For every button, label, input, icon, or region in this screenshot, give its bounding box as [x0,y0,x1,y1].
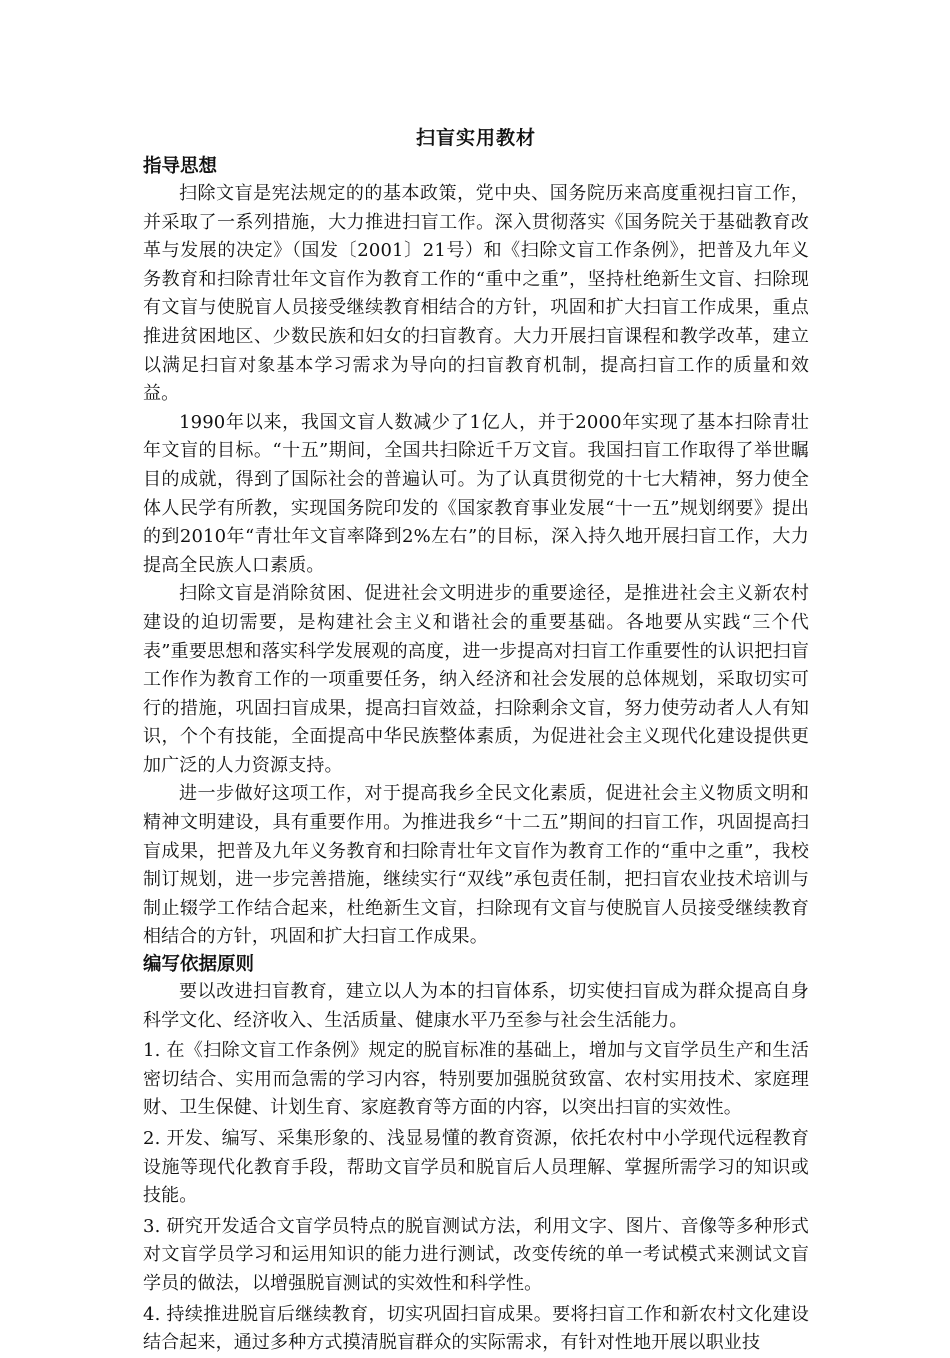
document-page [143,122,809,1358]
document-title: 扫盲实用教材 [415,127,536,149]
paragraph: 扫除文盲是消除贫困、促进社会文明进步的重要途径，是推进社会主义新农村建设的迫切需要，是构建社会主义和谐社会的重要基础。各地要从实践“三个代表”重要思想和落实科学发展观的高度，进一步提高对扫盲工作重要性的认识把扫盲工作作为教育工作的一项重要任务，纳入经济和社会发展的总体规划，采取切实可行的措施，巩固扫盲成果，提高扫盲效益，扫除剩余文盲，努力使劳动者人人有知识，个个有技能，全面提高中华民族整体素质，为促进社会主义现代化建设提供更加广泛的人力资源支持。 [143,583,809,776]
section-compilation-principles [143,952,809,1358]
paragraph: 进一步做好这项工作，对于提高我乡全民文化素质，促进社会主义物质文明和精神文明建设，具有重要作用。为推进我乡“十二五”期间的扫盲工作，巩固提高扫盲成果，把普及九年义务教育和扫除青壮年文盲作为教育工作的“重中之重”，我校制订规划，进一步完善措施，继续实行“双线”承包责任制，把扫盲农业技术培训与制止辍学工作结合起来，杜绝新生文盲，扫除现有文盲与使脱盲人员接受继续教育相结合的方针，巩固和扩大扫盲工作成果。 [143,783,809,948]
section-heading: 编写依据原则 [143,954,255,976]
paragraph: 要以改进扫盲教育，建立以人为本的扫盲体系，切实使扫盲成为群众提高自身科学文化、经济收入、生活质量、健康水平乃至参与社会生活能力。 [143,981,809,1031]
paragraph: 1990年以来，我国文盲人数减少了1亿人，并于2000年实现了基本扫除青壮年文盲的目标。“十五”期间，全国共扫除近千万文盲。我国扫盲工作取得了举世瞩目的成就，得到了国际社会的普遍认可。为了认真贯彻党的十七大精神，努力使全体人民学有所教，实现国务院印发的《国家教育事业发展“十一五”规划纲要》提出的到2010年“青壮年文盲率降到2%左右”的目标，深入持久地开展扫盲工作，大力提高全民族人口素质。 [143,411,809,576]
paragraph: 扫除文盲是宪法规定的的基本政策，党中央、国务院历来高度重视扫盲工作，并采取了一系列措施，大力推进扫盲工作。深入贯彻落实《国务院关于基础教育改革与发展的决定》（国发〔2001〕21号）和《扫除文盲工作条例》，把普及九年义务教育和扫除青壮年文盲作为教育工作的“重中之重”，坚持杜绝新生文盲、扫除现有文盲与使脱盲人员接受继续教育相结合的方针，巩固和扩大扫盲工作成果，重点推进贫困地区、少数民族和妇女的扫盲教育。大力开展扫盲课程和教学改革，建立以满足扫盲对象基本学习需求为导向的扫盲教育机制，提高扫盲工作的质量和效益。 [143,183,809,405]
section-heading: 指导思想 [143,156,218,177]
section-guiding-ideology [143,154,809,952]
numbered-item: 4. 持续推进脱盲后继续教育，切实巩固扫盲成果。要将扫盲工作和新农村文化建设结合起来，通过多种方式摸清脱盲群众的实际需求，有针对性地开展以职业技 [143,1303,809,1354]
numbered-item: 3. 研究开发适合文盲学员特点的脱盲测试方法，利用文字、图片、音像等多种形式对文盲学员学习和运用知识的能力进行测试，改变传统的单一考试模式来测试文盲学员的做法，以增强脱盲测试的实效性和科学性。 [143,1215,809,1294]
numbered-item: 1. 在《扫除文盲工作条例》规定的脱盲标准的基础上，增加与文盲学员生产和生活密切结合、实用而急需的学习内容，特别要加强脱贫致富、农村实用技术、家庭理财、卫生保健、计划生育、家庭教育等方面的内容，以突出扫盲的实效性。 [143,1040,809,1119]
numbered-item: 2. 开发、编写、采集形象的、浅显易懂的教育资源，依托农村中小学现代远程教育设施等现代化教育手段，帮助文盲学员和脱盲后人员理解、掌握所需学习的知识或技能。 [143,1128,809,1207]
